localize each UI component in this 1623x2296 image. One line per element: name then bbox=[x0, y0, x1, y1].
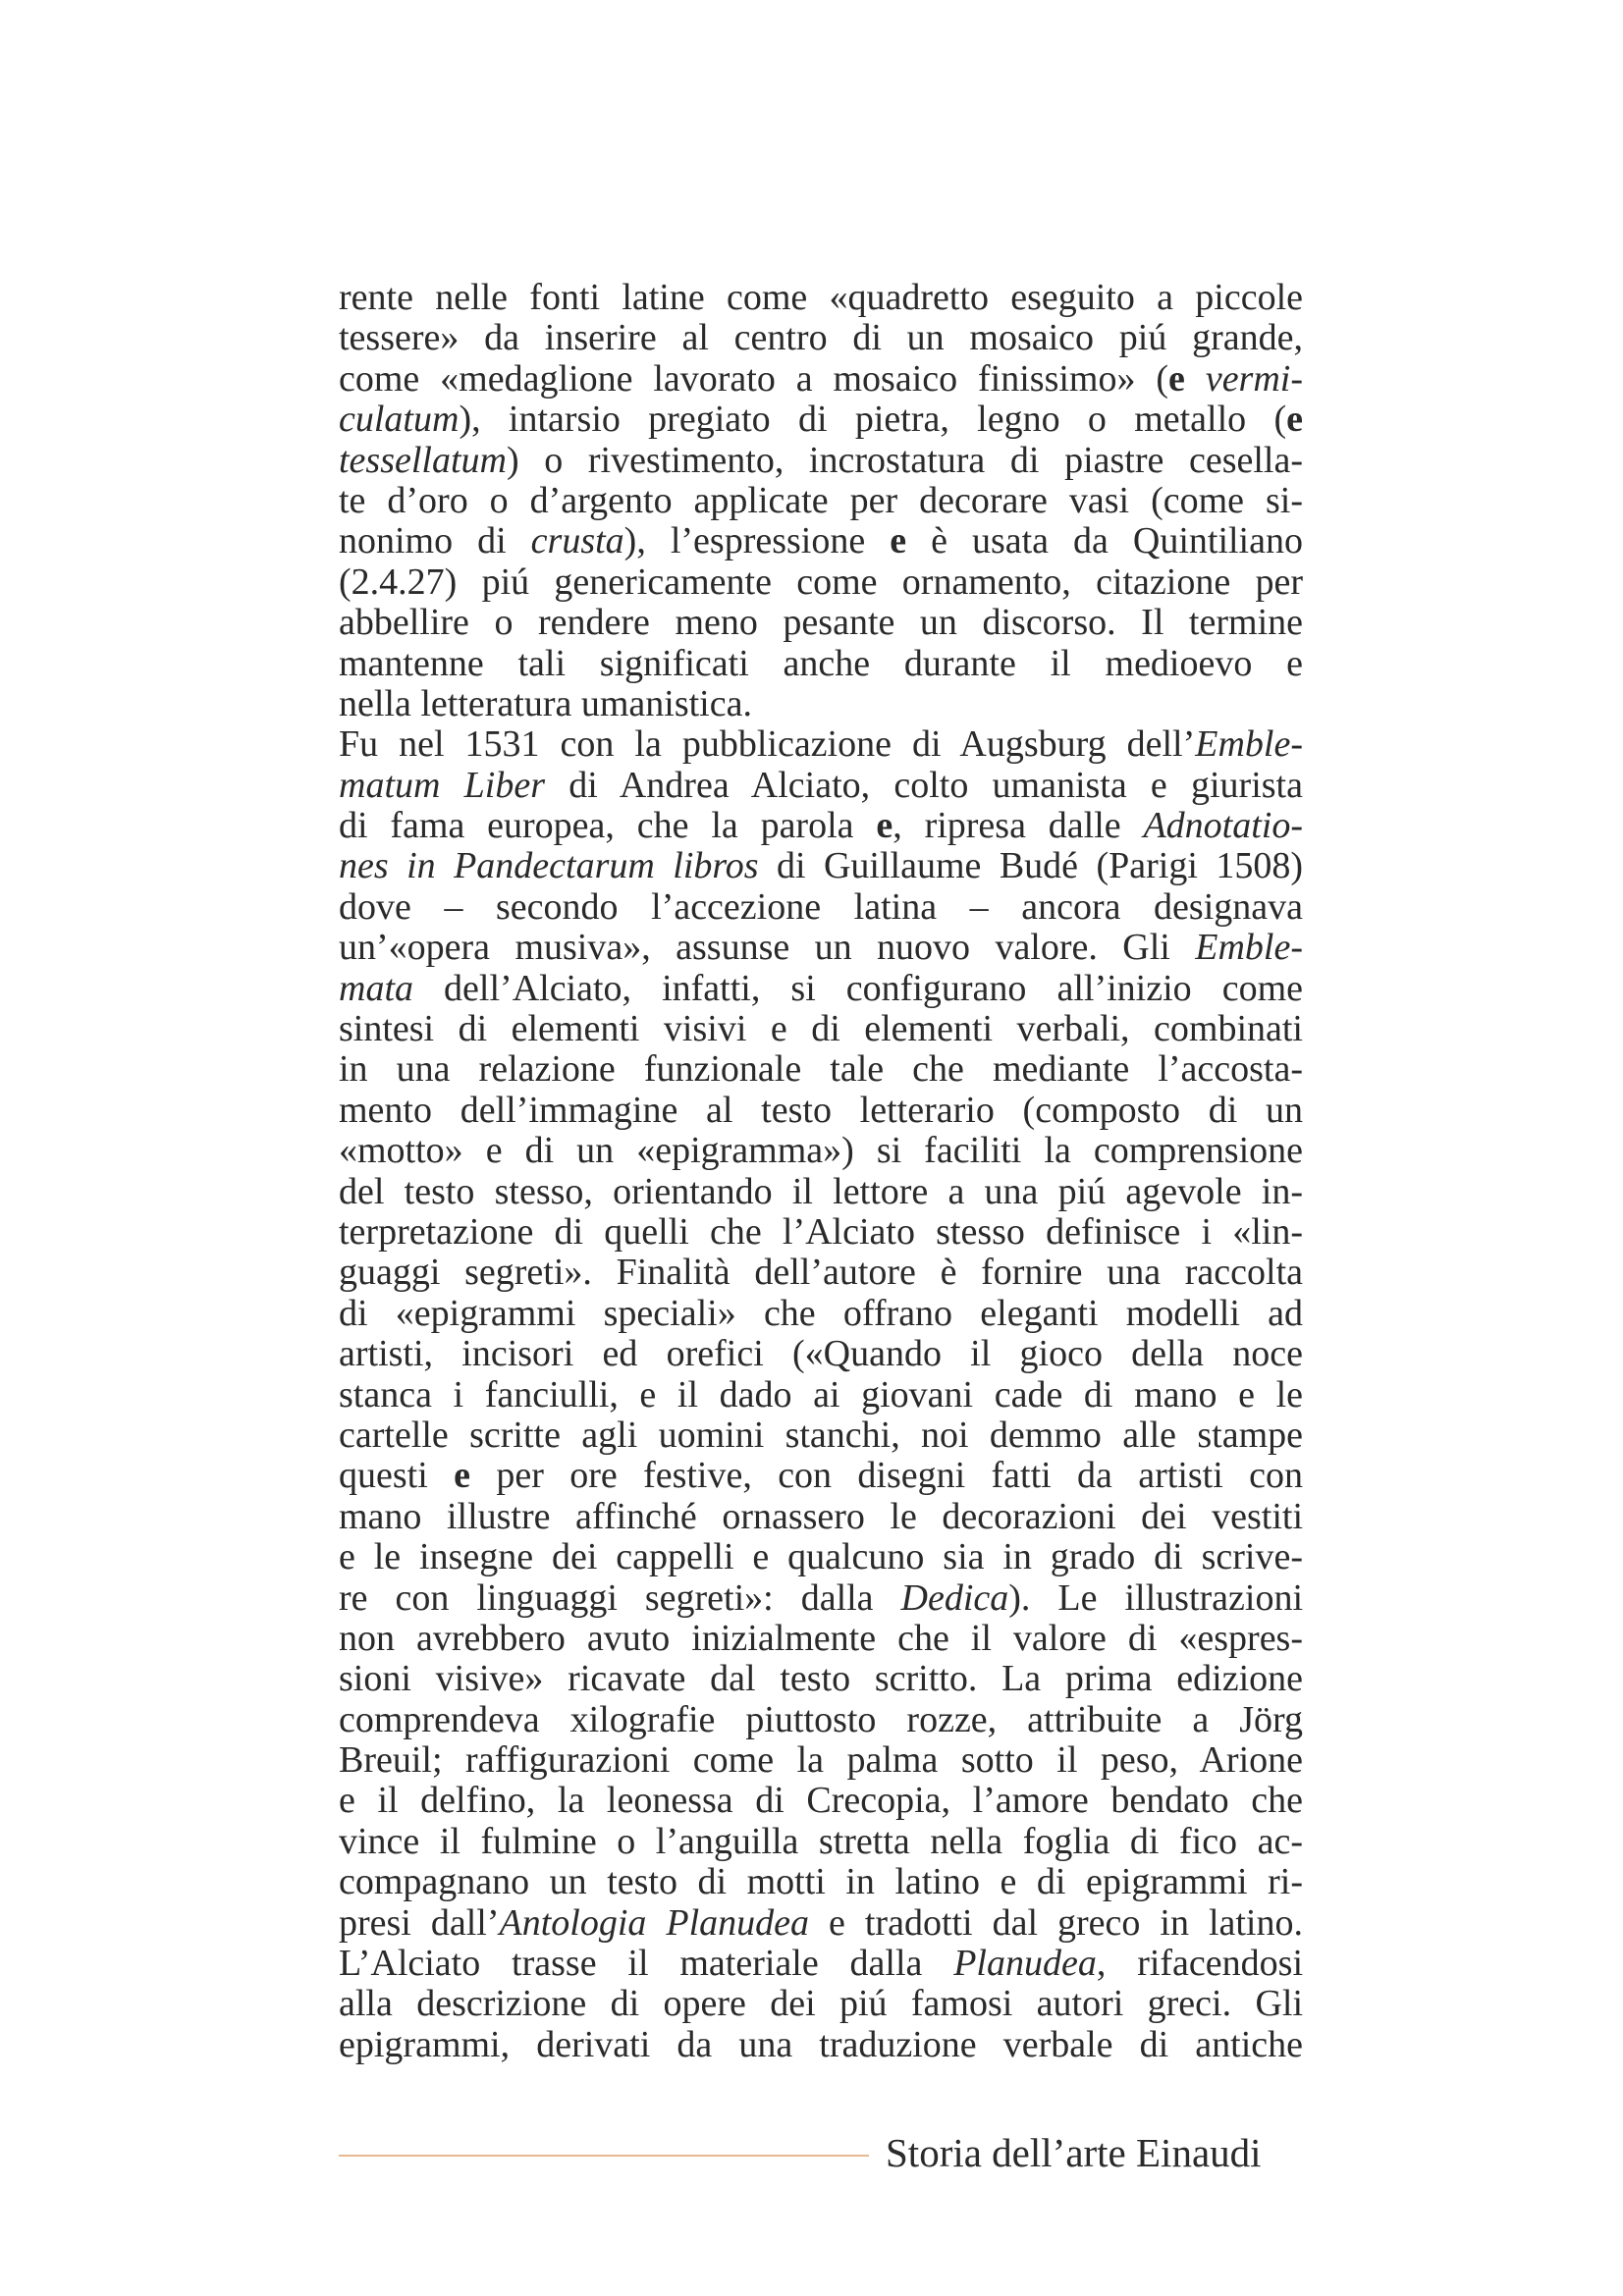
text-line bbox=[339, 1253, 1303, 1293]
text-run: sintesi di elementi visivi e di elementi verbali, combinati bbox=[339, 1008, 1303, 1050]
text-run: questi bbox=[339, 1455, 455, 1497]
footer-rule bbox=[339, 2155, 869, 2157]
text-line bbox=[339, 1375, 1303, 1415]
text-line bbox=[339, 1497, 1303, 1537]
italic-text: tessellatum bbox=[339, 439, 507, 481]
text-run: artisti, incisori ed orefici («Quando il gioco della noce bbox=[339, 1333, 1303, 1375]
text-line bbox=[339, 278, 1303, 318]
bold-symbol: e bbox=[876, 805, 893, 847]
text-line bbox=[339, 1294, 1303, 1334]
text-run: di fama europea, che la parola bbox=[339, 805, 877, 847]
text-line bbox=[339, 1578, 1303, 1619]
text-line bbox=[339, 562, 1303, 603]
text-line bbox=[339, 1781, 1303, 1821]
text-run: per ore festive, con disegni fatti da artisti con bbox=[470, 1455, 1303, 1497]
text-run: sioni visive» ricavate dal testo scritto. La prima edizione bbox=[339, 1658, 1303, 1700]
text-line bbox=[339, 1537, 1303, 1577]
text-run: epigrammi, derivati da una traduzione verbale di antiche bbox=[339, 2023, 1303, 2065]
text-run: guaggi segreti». Finalità dell’autore è fornire una raccolta bbox=[339, 1252, 1303, 1294]
text-line bbox=[339, 359, 1303, 400]
text-line bbox=[339, 603, 1303, 643]
text-run: non avrebbero avuto inizialmente che il valore di «espres- bbox=[339, 1617, 1303, 1659]
text-run: «motto» e di un «epigramma») si faciliti la comprensione bbox=[339, 1130, 1303, 1172]
text-line bbox=[339, 521, 1303, 561]
text-run: , ripresa dalle bbox=[893, 805, 1144, 847]
text-line bbox=[339, 1944, 1303, 1984]
text-run: re con linguaggi segreti»: dalla bbox=[339, 1576, 901, 1619]
text-line bbox=[339, 1049, 1303, 1090]
text-run: come «medaglione lavorato a mosaico finissimo» ( bbox=[339, 357, 1169, 400]
text-line bbox=[339, 318, 1303, 358]
text-run: è usata da Quintiliano bbox=[906, 520, 1303, 562]
text-run: cartelle scritte agli uomini stanchi, noi demmo alle stampe bbox=[339, 1414, 1303, 1456]
text-run: , rifacendosi bbox=[1096, 1943, 1304, 1985]
text-line bbox=[339, 1862, 1303, 1902]
text-line bbox=[339, 1700, 1303, 1740]
italic-text: vermi- bbox=[1205, 357, 1304, 400]
text-line bbox=[339, 1903, 1303, 1944]
italic-text: Antologia Planudea bbox=[499, 1901, 810, 1944]
text-run: comprendeva xilografie piuttosto rozze, attribuite a Jörg bbox=[339, 1698, 1303, 1740]
italic-text: culatum bbox=[339, 399, 460, 441]
text-line bbox=[339, 1415, 1303, 1456]
bold-symbol: e bbox=[1286, 399, 1303, 441]
text-run: di Guillaume Budé (Parigi 1508) bbox=[758, 845, 1303, 887]
italic-text: Adnotatio- bbox=[1143, 805, 1304, 847]
text-run bbox=[1185, 358, 1206, 400]
text-line bbox=[339, 400, 1303, 440]
text-line bbox=[339, 684, 1303, 724]
bold-symbol: e bbox=[890, 520, 907, 562]
text-run: di Andrea Alciato, colto umanista e giurista bbox=[545, 764, 1303, 806]
bold-symbol: e bbox=[1168, 357, 1185, 400]
text-line bbox=[339, 1659, 1303, 1699]
italic-text: mata bbox=[339, 967, 413, 1009]
text-line bbox=[339, 2025, 1303, 2065]
text-line bbox=[339, 766, 1303, 806]
text-run: Fu nel 1531 con la pubblicazione di Augsburg dell’ bbox=[339, 723, 1196, 766]
text-run: un’«opera musiva», assunse un nuovo valore. Gli bbox=[339, 927, 1196, 969]
text-line bbox=[339, 969, 1303, 1009]
text-run: di «epigrammi speciali» che offrano eleganti modelli ad bbox=[339, 1292, 1303, 1334]
text-line bbox=[339, 1334, 1303, 1374]
text-run: e il delfino, la leonessa di Crecopia, l’amore bendato che bbox=[339, 1780, 1303, 1822]
italic-text: crusta bbox=[530, 520, 624, 562]
text-line bbox=[339, 887, 1303, 928]
text-line bbox=[339, 1131, 1303, 1171]
text-run: alla descrizione di opere dei piú famosi autori greci. Gli bbox=[339, 1983, 1303, 2025]
text-run: tessere» da inserire al centro di un mosaico piú grande, bbox=[339, 317, 1303, 359]
text-run: Breuil; raffigurazioni come la palma sotto il peso, Arione bbox=[339, 1739, 1303, 1782]
text-run: presi dall’ bbox=[339, 1901, 500, 1944]
text-run: ) o rivestimento, incrostatura di piastre cesella- bbox=[506, 439, 1303, 481]
text-run: (2.4.27) piú genericamente come ornamento, citazione per bbox=[339, 561, 1303, 603]
text-line bbox=[339, 644, 1303, 684]
body-text bbox=[339, 278, 1303, 2065]
text-run: te d’oro o d’argento applicate per decorare vasi (come si- bbox=[339, 479, 1303, 521]
text-run: del testo stesso, orientando il lettore a una piú agevole in- bbox=[339, 1170, 1303, 1212]
text-run: dell’Alciato, infatti, si configurano all’inizio come bbox=[413, 967, 1303, 1009]
italic-text: matum Liber bbox=[339, 764, 545, 806]
text-line bbox=[339, 481, 1303, 521]
text-run: terpretazione di quelli che l’Alciato stesso definisce i «lin- bbox=[339, 1210, 1303, 1253]
text-run: ), l’espressione bbox=[623, 520, 891, 562]
text-line bbox=[339, 1984, 1303, 2024]
text-run: rente nelle fonti latine come «quadretto eseguito a piccole bbox=[339, 277, 1303, 318]
text-line bbox=[339, 1619, 1303, 1659]
text-run: nella letteratura umanistica. bbox=[339, 682, 752, 724]
text-line bbox=[339, 1822, 1303, 1862]
text-line bbox=[339, 1172, 1303, 1212]
text-run: stanca i fanciulli, e il dado ai giovani cade di mano e le bbox=[339, 1373, 1303, 1415]
text-run: vince il fulmine o l’anguilla stretta nella foglia di fico ac- bbox=[339, 1820, 1303, 1862]
text-line bbox=[339, 846, 1303, 886]
text-run: mento dell’immagine al testo letterario (composto di un bbox=[339, 1089, 1303, 1131]
text-line bbox=[339, 806, 1303, 846]
text-line bbox=[339, 1212, 1303, 1253]
text-run: e le insegne dei cappelli e qualcuno sia in grado di scrive- bbox=[339, 1536, 1303, 1578]
text-run: abbellire o rendere meno pesante un discorso. Il termine bbox=[339, 602, 1303, 644]
text-run: ). Le illustrazioni bbox=[1008, 1576, 1303, 1619]
running-footer-title: Storia dell’arte Einaudi bbox=[886, 2130, 1262, 2175]
text-run: e tradotti dal greco in latino. bbox=[809, 1901, 1303, 1944]
text-run: L’Alciato trasse il materiale dalla bbox=[339, 1943, 954, 1985]
text-run: compagnano un testo di motti in latino e di epigrammi ri- bbox=[339, 1861, 1303, 1903]
text-run: mantenne tali significati anche durante il medioevo e bbox=[339, 642, 1303, 684]
italic-text: Dedica bbox=[900, 1576, 1009, 1619]
text-run: nonimo di bbox=[339, 520, 531, 562]
text-run: in una relazione funzionale tale che mediante l’accosta- bbox=[339, 1048, 1303, 1091]
italic-text: Emble- bbox=[1195, 723, 1303, 766]
text-line bbox=[339, 1091, 1303, 1131]
text-line bbox=[339, 1456, 1303, 1496]
text-line bbox=[339, 724, 1303, 765]
text-line bbox=[339, 928, 1303, 968]
text-line bbox=[339, 1009, 1303, 1049]
text-line bbox=[339, 441, 1303, 481]
bold-symbol: e bbox=[454, 1455, 470, 1497]
italic-text: nes in Pandectarum libros bbox=[339, 845, 759, 887]
italic-text: Emble- bbox=[1195, 927, 1303, 969]
italic-text: Planudea bbox=[953, 1943, 1097, 1985]
text-line bbox=[339, 1740, 1303, 1781]
text-run: ), intarsio pregiato di pietra, legno o metallo ( bbox=[459, 399, 1287, 441]
text-run: dove – secondo l’accezione latina – ancora designava bbox=[339, 885, 1303, 928]
text-run: mano illustre affinché ornassero le decorazioni dei vestiti bbox=[339, 1495, 1303, 1537]
